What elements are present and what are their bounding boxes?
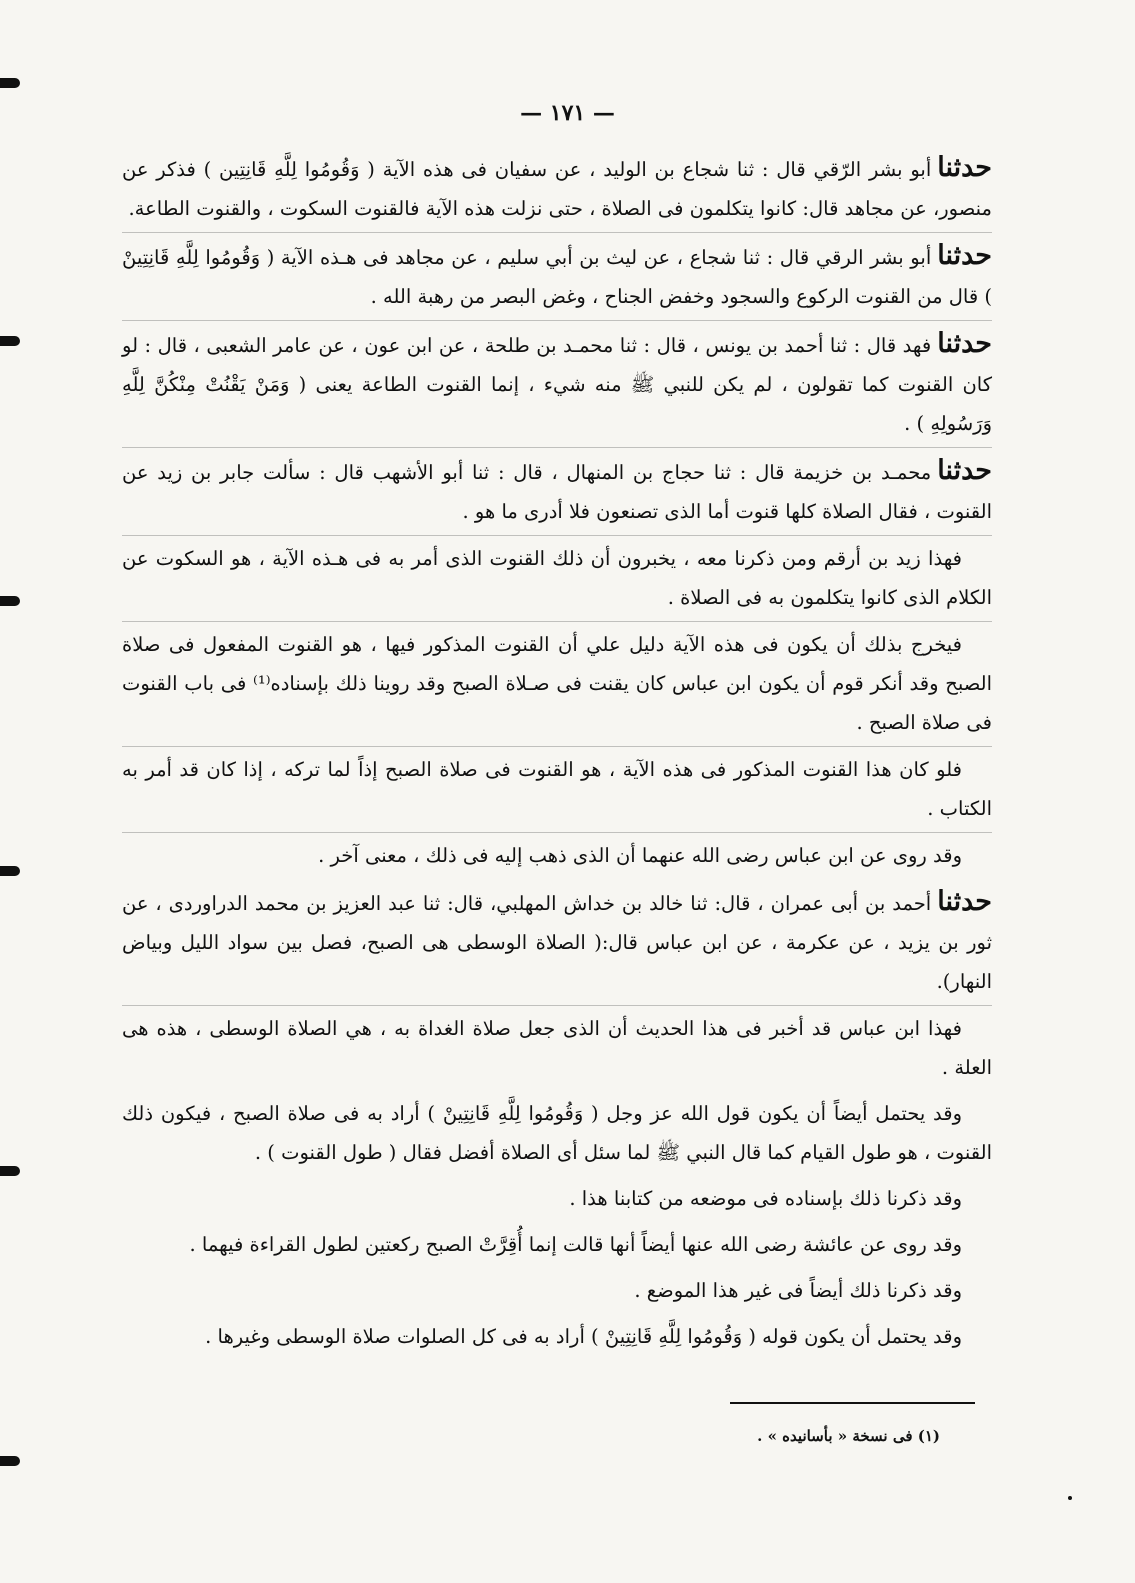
page-number: — ١٧١ —	[520, 100, 615, 126]
scan-speck	[1068, 1496, 1072, 1500]
scan-edge-mark	[0, 1456, 20, 1466]
main-text	[122, 148, 992, 1363]
scan-edge-mark	[0, 1166, 20, 1176]
paragraph-14: وقد ذكرنا ذلك أيضاً فى غير هذا الموضع .	[634, 1279, 962, 1302]
scan-edge-mark	[0, 596, 20, 606]
paragraph-9	[122, 882, 992, 1006]
paragraph-text: أحمد بن أبى عمران ، قال: ثنا خالد بن خداش المهلبي، قال: ثنا عبد العزيز بن محمد الدراوردى ، عن ثور بن يزيد ، عن عكرمة ، عن ابن عباس قال:( الصلاة الوسطى هى الصبح، فصل بين سواد الليل وبياض النهار).	[122, 892, 992, 993]
paragraph-text: أبو بشر الرّقي قال : ثنا شجاع بن الوليد ، عن سفيان فى هذه الآية ( وَقُومُوا لِلَّهِ قَانِتِين ) فذكر عن منصور، عن مجاهد قال: كانوا يتكلمون فى الصلاة ، حتى نزلت هذه الآية فالقنوت السكوت ، والقنوت الطاعة.	[122, 158, 992, 220]
paragraph-8: وقد روى عن ابن عباس رضى الله عنهما أن الذى ذهب إليه فى ذلك ، معنى آخر .	[318, 844, 962, 867]
paragraph-4	[122, 451, 992, 536]
paragraph-12: وقد ذكرنا ذلك بإسناده فى موضعه من كتابنا هذا .	[569, 1187, 962, 1210]
hadith-marker: حدثنا	[937, 152, 992, 183]
paragraph-13: وقد روى عن عائشة رضى الله عنها أيضاً أنها قالت إنما أُقِرَّتْ الصبح ركعتين لطول القراءة فيهما .	[189, 1233, 962, 1256]
footnote-divider	[730, 1402, 975, 1404]
paragraph-2	[122, 236, 992, 321]
hadith-marker: حدثنا	[937, 455, 992, 486]
paragraph-3	[122, 324, 992, 448]
paragraph-11: وقد يحتمل أيضاً أن يكون قول الله عز وجل ( وَقُومُوا لِلَّهِ قَانِتِينْ ) أراد به فى صلاة الصبح ، فيكون ذلك القنوت ، هو طول القيام كما قال النبي ﷺ لما سئل أى الصلاة أفضل فقال ( طول القنوت ) .	[122, 1102, 992, 1164]
paragraph-text: أبو بشر الرقي قال : ثنا شجاع ، عن ليث بن أبي سليم ، عن مجاهد فى هـذه الآية ( وَقُومُوا لِلَّهِ قَانِتِينْ ) قال من القنوت الركوع والسجود وخفض الجناح ، وغض البصر من رهبة الله .	[122, 246, 992, 308]
hadith-marker: حدثنا	[937, 328, 992, 359]
paragraph-6: فيخرج بذلك أن يكون فى هذه الآية دليل علي أن القنوت المذكور فيها ، هو القنوت المفعول فى صلاة الصبح وقد أنكر قوم أن يكون ابن عباس كان يقنت فى صـلاة الصبح وقد روينا ذلك بإسناده⁽¹⁾ فى باب القنوت فى صلاة الصبح .	[122, 625, 992, 747]
hadith-marker: حدثنا	[937, 886, 992, 917]
paragraph-text: فهد قال : ثنا أحمد بن يونس ، قال : ثنا محمـد بن طلحة ، عن ابن عون ، عن عامر الشعبى ، قال : لو كان القنوت كما تقولون ، لم يكن للنبي ﷺ منه شيء ، إنما القنوت الطاعة يعنى ( وَمَنْ يَقْنُتْ مِنْكُنَّ لِلَّهِ وَرَسُولِهِ ) .	[122, 334, 992, 435]
paragraph-15: وقد يحتمل أن يكون قوله ( وَقُومُوا لِلَّهِ قَانِتِينْ ) أراد به فى كل الصلوات صلاة الوسطى وغيرها .	[205, 1325, 962, 1348]
scan-edge-mark	[0, 78, 20, 88]
paragraph-5: فهذا زيد بن أرقم ومن ذكرنا معه ، يخبرون أن ذلك القنوت الذى أمر به فى هـذه الآية ، هو السكوت عن الكلام الذى كانوا يتكلمون به فى الصلاة .	[122, 539, 992, 622]
scan-edge-mark	[0, 336, 20, 346]
paragraph-1	[122, 148, 992, 233]
paragraph-10: فهذا ابن عباس قد أخبر فى هذا الحديث أن الذى جعل صلاة الغداة به ، هي الصلاة الوسطى ، هذه هى العلة .	[122, 1017, 992, 1079]
footnote: (١) فى نسخة « بأسانيده » .	[757, 1427, 940, 1445]
paragraph-text: محمـد بن خزيمة قال : ثنا حجاج بن المنهال ، قال : ثنا أبو الأشهب قال : سألت جابر بن زيد عن القنوت ، فقال الصلاة كلها قنوت أما الذى تصنعون فلا أدرى ما هو .	[122, 461, 992, 523]
hadith-marker: حدثنا	[937, 240, 992, 271]
scan-edge-mark	[0, 866, 20, 876]
paragraph-7: فلو كان هذا القنوت المذكور فى هذه الآية ، هو القنوت فى صلاة الصبح إذاً لما تركه ، إذا كان قد أمر به الكتاب .	[122, 750, 992, 833]
